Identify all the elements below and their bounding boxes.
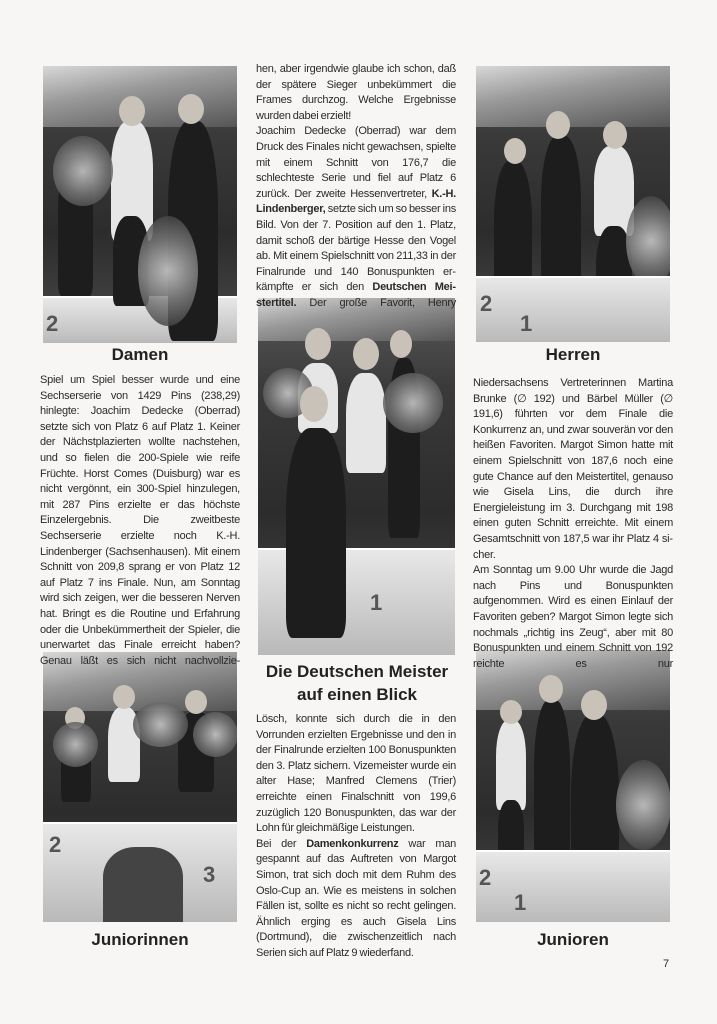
article-column-left [40, 373, 240, 669]
photo-junioren [476, 650, 670, 922]
text-run: setzte sich um so besser ins Bild. Von der 7. Position auf den 1. Platz, damit schoß der bärtige Hesse den Vogel ab. Mit einem Spielschnitt von 211,33 in der Finalrunde und 140 Bonuspunkten erkämpfte er sich den [256, 203, 456, 294]
title-line: Die Deutschen Meister [265, 662, 449, 681]
title-line: auf einen Blick [297, 685, 417, 704]
article-paragraph: Spiel um Spiel besser wurde und eine Sechserserie von 1429 Pins (238,29) hinlegte: Joachim Dedecke (Oberrad) setzte sich von Platz 6 auf Platz 1. Keiner der Nächstplazierten wollte nachstehen, und so fielen die 200-Spiele wie reife Früchte. Horst Comes (Duisburg) war es nicht vergönnt, ein 300-Spiel hinzulegen, mit 287 Pins erzielte er das höchste Einzelergebnis. Die zweitbeste Sechserserie erzielte noch K.-H. Lindenberger (Sachsenhausen). Mit einem Schnitt von 209,8 sprang er von Platz 12 auf Platz 7 ins Finale. Nun, am Sonntag wird sich zeigen, wer die besseren Nerven hat. Bringt es die Routine und Erfahrung oder die Unbekümmertheit der Spieler, die unerwartet das Finale erreicht haben? Genau läßt es sich nicht nachvollzie- [40, 374, 240, 667]
podium-number: 1 [520, 311, 533, 336]
podium-number: 3 [203, 862, 216, 887]
bold-name: K.-H. Lindenberger, [256, 187, 456, 216]
text-run: Der große Favorit, Henry [296, 296, 456, 309]
text-run: war man gespannt auf das Auftreten von Margot Simon, trat sich doch mit dem Ruhm des Oslo-Cup an. Wie es meistens in solchen Fällen ist, sollte es nicht so recht gelingen. Ähnlich erging es auch Gisela Lins (Dortmund), die zwischenzeitlich nach Serien sich auf Platz 9 wiederfand. [256, 837, 456, 959]
bold-term: Damenkonkurrenz [306, 837, 399, 850]
podium-number: 2 [480, 291, 493, 316]
article-column-middle-bottom [256, 712, 456, 962]
photo-juniorinnen [43, 652, 237, 922]
podium-number: 1 [370, 590, 383, 615]
photo-damen [43, 66, 237, 343]
page-number: 7 [663, 958, 670, 970]
caption-junioren: Junioren [537, 930, 609, 949]
podium-number: 1 [514, 890, 527, 915]
article-paragraph: hen, aber irgendwie glaube ich schon, daß der spätere Sieger unbekümmert die Frames durchzog. Welche Ergebnisse wurden dabei erzielt! [256, 63, 456, 122]
article-paragraph [256, 837, 456, 962]
caption-damen: Damen [111, 345, 169, 364]
article-title [252, 660, 462, 706]
text-run: Bei der [256, 837, 307, 850]
article-paragraph [256, 124, 456, 311]
podium-number: 2 [46, 311, 59, 336]
podium-number: 2 [49, 832, 62, 857]
article-column-middle-top [256, 62, 456, 312]
article-paragraph: Lösch, konnte sich durch die in den Vorrunden erzielten Ergebnisse und den in der Finalrunde erzielten 100 Bonuspunkten den 3. Platz sichern. Vizemeister wurde ein alter Hase; Manfred Clemens (Trier) erreichte einen Finalschnitt von 199,6 zuzüglich 120 Bonuspunkten, das war der Lohn für gleichmäßige Leistungen. [256, 713, 456, 835]
article-paragraph: Niedersachsens Vertreterinnen Martina Brunke (∅ 192) und Bärbel Müller (∅ 191,6) führten vor dem Finale die Konkurrenz an, und zwar souverän vor den heißen Favoriten. Margot Simon hatte mit einem Spielschnitt von 187,6 noch eine gute Chance auf den Meistertitel, genauso wie Gisela Lins, die durch ihre Energieleistung im 3. Durchgang mit 198 einen guten Schnitt erreichte. Mit einem Gesamtschnitt von 187,5 war ihr Platz 4 sicher. [473, 377, 673, 561]
article-paragraph: Am Sonntag um 9.00 Uhr wurde die Jagd nach Pins und Bonuspunkten aufgenommen. Wird es einen Einlauf der Favoriten geben? Margot Simon legte sich nochmals „richtig ins Zeug“, aber mit 80 Bonuspunkten und einem Schnitt von 192 reichte es nur [473, 564, 673, 670]
photo-deutsche-meister [258, 298, 455, 655]
caption-herren: Herren [545, 345, 601, 364]
caption-juniorinnen: Juniorinnen [91, 930, 189, 949]
podium-number: 2 [479, 865, 492, 890]
article-column-right [473, 376, 673, 672]
bold-title: Deutschen Meistertitel. [256, 281, 457, 309]
photo-herren [476, 66, 670, 342]
text-run: Joachim Dedecke (Oberrad) war dem Druck des Finales nicht gewachsen, spielte mit einem Schnitt von 176,7 die schlechteste Serie und fiel auf Platz 6 zurück. Der zweite Hessenvertreter, [256, 125, 456, 200]
